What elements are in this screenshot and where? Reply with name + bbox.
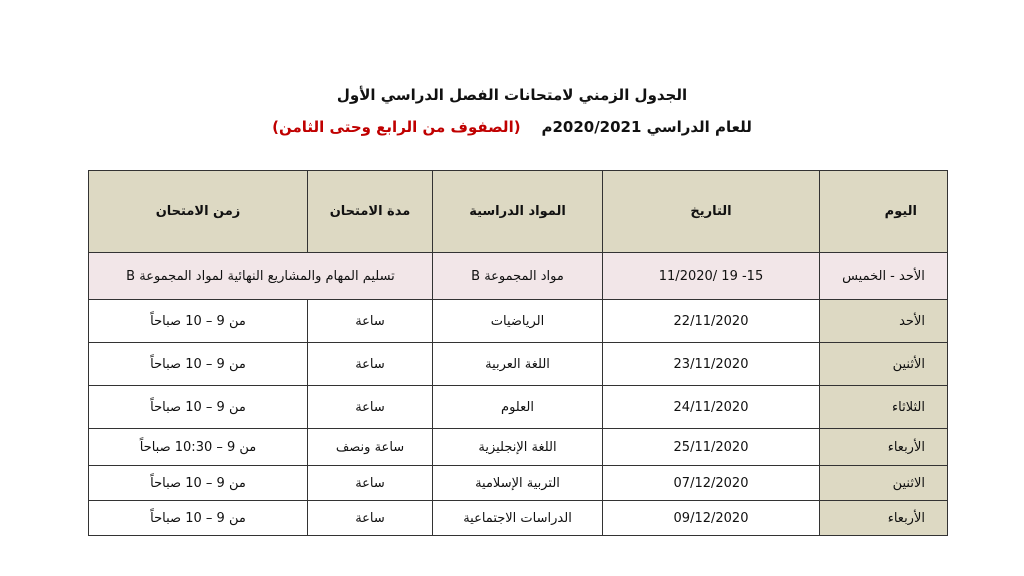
row-time: من 9 – 10 صباحاً	[89, 386, 308, 429]
exam-schedule-table	[88, 170, 948, 536]
table-row	[89, 429, 948, 466]
row-time: من 9 – 10 صباحاً	[89, 343, 308, 386]
group-b-date: 15- 19 /11/2020	[603, 253, 820, 300]
table-row	[89, 343, 948, 386]
row-subject: التربية الإسلامية	[433, 466, 603, 501]
column-header-date: التاريخ	[603, 171, 820, 253]
row-duration: ساعة	[308, 343, 433, 386]
grades-range: (الصفوف من الرابع وحتى الثامن)	[272, 118, 521, 136]
row-duration: ساعة	[308, 386, 433, 429]
row-subject: اللغة العربية	[433, 343, 603, 386]
row-duration: ساعة ونصف	[308, 429, 433, 466]
column-header-time: زمن الامتحان	[89, 171, 308, 253]
row-time: من 9 – 10:30 صباحاً	[89, 429, 308, 466]
row-day: الثلاثاء	[820, 386, 948, 429]
row-time: من 9 – 10 صباحاً	[89, 466, 308, 501]
group-b-subjects: مواد المجموعة B	[433, 253, 603, 300]
group-b-task: تسليم المهام والمشاريع النهائية لمواد المجموعة B	[89, 253, 433, 300]
row-subject: اللغة الإنجليزية	[433, 429, 603, 466]
table-row	[89, 300, 948, 343]
group-b-row	[89, 253, 948, 300]
row-time: من 9 – 10 صباحاً	[89, 501, 308, 536]
row-date: 09/12/2020	[603, 501, 820, 536]
table-header-row	[89, 171, 948, 253]
row-date: 07/12/2020	[603, 466, 820, 501]
table-row	[89, 386, 948, 429]
column-header-day: اليوم	[820, 171, 948, 253]
page-subtitle	[0, 118, 1024, 136]
column-header-duration: مدة الامتحان	[308, 171, 433, 253]
row-day: الأثنين	[820, 343, 948, 386]
row-time: من 9 – 10 صباحاً	[89, 300, 308, 343]
group-b-day: الأحد - الخميس	[820, 253, 948, 300]
table-row	[89, 501, 948, 536]
row-day: الأربعاء	[820, 501, 948, 536]
row-duration: ساعة	[308, 300, 433, 343]
row-date: 23/11/2020	[603, 343, 820, 386]
row-day: الاثنين	[820, 466, 948, 501]
row-subject: العلوم	[433, 386, 603, 429]
row-subject: الرياضيات	[433, 300, 603, 343]
page-title: الجدول الزمني لامتحانات الفصل الدراسي الأول	[336, 86, 688, 104]
row-date: 25/11/2020	[603, 429, 820, 466]
row-day: الأحد	[820, 300, 948, 343]
column-header-subjects: المواد الدراسية	[433, 171, 603, 253]
table-row	[89, 466, 948, 501]
row-date: 24/11/2020	[603, 386, 820, 429]
row-date: 22/11/2020	[603, 300, 820, 343]
row-duration: ساعة	[308, 501, 433, 536]
row-day: الأربعاء	[820, 429, 948, 466]
academic-year: للعام الدراسي 2020/2021م	[541, 118, 752, 136]
row-subject: الدراسات الاجتماعية	[433, 501, 603, 536]
row-duration: ساعة	[308, 466, 433, 501]
